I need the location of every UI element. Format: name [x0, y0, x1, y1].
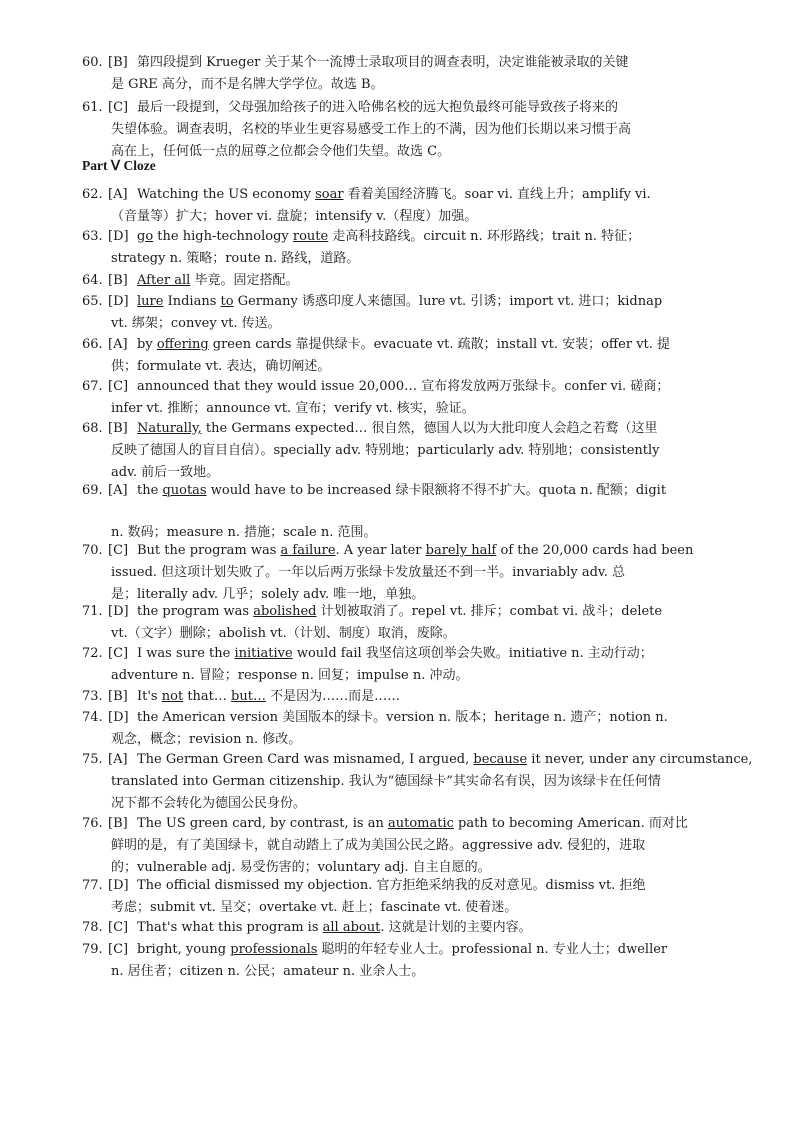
explanation-text: The German Green Card was misnamed, I argued, [137, 752, 474, 767]
explanation-text: 鲜明的是，有了美国绿卡，就自动踏上了成为美国公民之路。aggressive adv. 侵犯的，进取 [111, 838, 646, 853]
explanation-text: Indians [163, 294, 221, 309]
answer-item [82, 52, 722, 96]
explanation-text: 计划被取消了。repel vt. 排斥；combat vi. 战斗；delete [316, 604, 663, 619]
explanation-text: the high-technology [153, 229, 293, 244]
answer-choice: [D] [108, 710, 129, 725]
explanation-text: bright, young [137, 942, 231, 957]
underlined-phrase: abolished [253, 604, 317, 619]
answer-item [82, 97, 722, 163]
answer-line [82, 74, 722, 96]
answer-item [82, 270, 722, 292]
answer-item [82, 643, 722, 687]
answer-line [82, 686, 722, 708]
answer-line [82, 398, 722, 420]
explanation-text: vt.（文字）删除；abolish vt.（计划、制度）取消，废除。 [111, 626, 456, 641]
explanation-text: adventure n. 冒险；response n. 回复；impulse n. 冲动。 [111, 668, 469, 683]
explanation-text: n. 数码；measure n. 措施；scale n. 范围。 [111, 525, 377, 540]
answer-item [82, 540, 722, 606]
question-number: 74. [82, 710, 103, 725]
answer-item [82, 707, 722, 751]
answer-item [82, 226, 722, 270]
question-number: 76. [82, 816, 103, 831]
question-number: 65. [82, 294, 103, 309]
question-number: 64. [82, 273, 103, 288]
explanation-text: strategy n. 策略；route n. 路线，道路。 [111, 251, 360, 266]
answer-choice: [B] [108, 55, 128, 70]
answer-line [82, 643, 722, 665]
answer-line [82, 665, 722, 687]
answer-line [82, 875, 722, 897]
question-number: 61. [82, 100, 103, 115]
explanation-text: 况下都不会转化为德国公民身份。 [111, 796, 307, 811]
explanation-text: Watching the US economy [137, 187, 316, 202]
explanation-text: issued. 但这项计划失败了。一年以后两万张绿卡发放量还不到一半。invariably adv. 总 [111, 565, 625, 580]
explanation-text: adv. 前后一致地。 [111, 465, 220, 480]
explanation-text: n. 居住者；citizen n. 公民；amateur n. 业余人士。 [111, 964, 425, 979]
answer-choice: [C] [108, 379, 129, 394]
answer-choice: [B] [108, 421, 128, 436]
answer-line [82, 835, 722, 857]
question-number: 62. [82, 187, 103, 202]
answer-choice: [D] [108, 878, 129, 893]
answer-line [82, 562, 722, 584]
question-number: 67. [82, 379, 103, 394]
answer-line [82, 226, 722, 248]
answer-choice: [D] [108, 229, 129, 244]
answer-line [82, 97, 722, 119]
answer-item [82, 418, 722, 484]
answer-line [82, 356, 722, 378]
answer-choice: [A] [108, 483, 128, 498]
answer-line [82, 623, 722, 645]
answer-line [82, 961, 722, 983]
underlined-phrase: soar [315, 187, 344, 202]
answer-item [82, 480, 722, 544]
underlined-phrase: to [220, 294, 234, 309]
explanation-text: 聪明的年轻专业人士。professional n. 专业人士；dweller [317, 942, 668, 957]
underlined-phrase: route [292, 229, 329, 244]
answer-item [82, 749, 753, 815]
answer-item [82, 686, 722, 708]
explanation-text: the [137, 483, 163, 498]
answer-line [82, 184, 722, 206]
explanation-text: the program was [137, 604, 254, 619]
underlined-phrase: automatic [387, 816, 454, 831]
explanation-text: I was sure the [137, 646, 235, 661]
answer-item [82, 813, 722, 879]
question-number: 66. [82, 337, 103, 352]
explanation-text: 是；literally adv. 几乎；solely adv. 唯一地，单独。 [111, 587, 425, 602]
answer-item [82, 601, 722, 645]
question-number: 63. [82, 229, 103, 244]
explanation-text: That's what this program is [137, 920, 323, 935]
answer-line [82, 897, 722, 919]
answer-line [82, 540, 722, 562]
underlined-phrase: barely half [425, 543, 497, 558]
explanation-text: 观念，概念；revision n. 修改。 [111, 732, 302, 747]
question-number: 79. [82, 942, 103, 957]
answer-line [82, 707, 722, 729]
answer-item [82, 917, 722, 939]
answer-choice: [A] [108, 752, 128, 767]
explanation-text: 的；vulnerable adj. 易受伤害的；voluntary adj. 自主自愿的。 [111, 860, 491, 875]
explanation-text: 走高科技路线。circuit n. 环形路线；trait n. 特征； [328, 229, 641, 244]
explanation-text: translated into German citizenship. 我认为“德国绿卡”其实命名有误，因为该绿卡在任何情 [111, 774, 661, 789]
question-number: 72. [82, 646, 103, 661]
explanation-text: 失望体验。调查表明，名校的毕业生更容易感受工作上的不满，因为他们长期以来习惯于高 [111, 122, 632, 137]
explanation-text: would have to be increased 绿卡限额将不得不扩大。quota n. 配额；digit [206, 483, 667, 498]
answer-choice: [C] [108, 920, 129, 935]
explanation-text: the Germans expected… 很自然，德国人以为大批印度人会趋之若鹜（这里 [201, 421, 658, 436]
underlined-phrase: initiative [234, 646, 293, 661]
underlined-phrase: quotas [162, 483, 207, 498]
answer-choice: [B] [108, 689, 128, 704]
answer-line [82, 440, 722, 462]
question-number: 73. [82, 689, 103, 704]
answer-choice: [D] [108, 294, 129, 309]
explanation-text: （音量等）扩大；hover vi. 盘旋；intensify v.（程度）加强。 [111, 209, 478, 224]
answer-choice: [C] [108, 100, 129, 115]
explanation-text: 反映了德国人的盲目自信）。specially adv. 特别地；particularly adv. 特别地；consistently [111, 443, 660, 458]
explanation-text: 高在上，任何低一点的屈尊之位都会令他们失望。故选 C。 [111, 144, 451, 159]
answer-line [82, 141, 722, 163]
explanation-text: . 这就是计划的主要内容。 [380, 920, 532, 935]
answer-choice: [C] [108, 942, 129, 957]
answer-line [82, 206, 722, 228]
answer-choice: [B] [108, 816, 128, 831]
explanation-text: The official dismissed my objection. 官方拒绝采纳我的反对意见。dismiss vt. 拒绝 [137, 878, 646, 893]
explanation-text: 看着美国经济腾飞。soar vi. 直线上升；amplify vi. [343, 187, 651, 202]
explanation-text: of the 20,000 cards had been [496, 543, 694, 558]
explanation-text: 是 GRE 高分，而不是名牌大学学位。故选 B。 [111, 77, 384, 92]
answer-line [82, 313, 722, 335]
explanation-text: vt. 绑架；convey vt. 传送。 [111, 316, 281, 331]
question-number: 75. [82, 752, 103, 767]
answer-line [82, 917, 722, 939]
underlined-phrase: offering [156, 337, 209, 352]
underlined-phrase: because [473, 752, 528, 767]
answer-item [82, 939, 722, 983]
answer-choice: [C] [108, 543, 129, 558]
answer-item [82, 184, 722, 228]
answer-line [82, 52, 722, 74]
answer-line [82, 376, 722, 398]
explanation-text: 第四段提到 Krueger 关于某个一流博士录取项目的调查表明，决定谁能被录取的关键 [137, 55, 629, 70]
underlined-phrase: Naturally, [137, 421, 202, 436]
question-number: 71. [82, 604, 103, 619]
answer-choice: [D] [108, 604, 129, 619]
explanation-text: 毕竟。固定搭配。 [190, 273, 299, 288]
question-number: 70. [82, 543, 103, 558]
answer-line [82, 418, 722, 440]
underlined-phrase: all about [322, 920, 381, 935]
answer-choice: [A] [108, 337, 128, 352]
underlined-phrase: lure [137, 294, 164, 309]
answer-line [82, 291, 722, 313]
explanation-text: the American version 美国版本的绿卡。version n. 版本；heritage n. 遗产；notion n. [137, 710, 668, 725]
explanation-text: . A year later [335, 543, 426, 558]
underlined-phrase: go [137, 229, 154, 244]
explanation-text: it never, under any circumstance, [527, 752, 753, 767]
question-number: 69. [82, 483, 103, 498]
answer-line [82, 119, 722, 141]
explanation-text: 供；formulate vt. 表达，确切阐述。 [111, 359, 331, 374]
answer-item [82, 875, 722, 919]
underlined-phrase: but… [231, 689, 266, 704]
section-title: Part Ⅴ Cloze [82, 158, 156, 173]
explanation-text: But the program was [137, 543, 281, 558]
explanation-text: would fail 我坚信这项创举会失败。initiative n. 主动行动； [292, 646, 653, 661]
answer-line [82, 939, 722, 961]
answer-item [82, 291, 722, 335]
explanation-text: infer vt. 推断；announce vt. 宣布；verify vt. 核实，验证。 [111, 401, 475, 416]
explanation-text: path to becoming American. 而对比 [453, 816, 688, 831]
question-number: 60. [82, 55, 103, 70]
answer-line [82, 813, 722, 835]
answer-line [82, 480, 722, 502]
underlined-phrase: a failure [280, 543, 336, 558]
explanation-text: 不是因为……而是…… [265, 689, 401, 704]
answer-line [82, 270, 722, 292]
question-number: 77. [82, 878, 103, 893]
answer-line [82, 601, 722, 623]
explanation-text: announced that they would issue 20,000… 宣布将发放两万张绿卡。confer vi. 磋商； [137, 379, 670, 394]
explanation-text: 考虑；submit vt. 呈交；overtake vt. 赶上；fascinate vt. 使着迷。 [111, 900, 518, 915]
answer-choice: [A] [108, 187, 128, 202]
question-number: 68. [82, 421, 103, 436]
answer-line [82, 334, 722, 356]
answer-line [82, 771, 722, 793]
underlined-phrase: not [161, 689, 184, 704]
explanation-text: that… [183, 689, 232, 704]
explanation-text: Germany 诱惑印度人来德国。lure vt. 引诱；import vt. 进口；kidnap [233, 294, 663, 309]
explanation-text: by [137, 337, 157, 352]
explanation-text: 最后一段提到，父母强加给孩子的进入哈佛名校的远大抱负最终可能导致孩子将来的 [137, 100, 619, 115]
answer-line [82, 729, 722, 751]
answer-choice: [B] [108, 273, 128, 288]
underlined-phrase: professionals [230, 942, 318, 957]
explanation-text: It's [137, 689, 162, 704]
answer-item [82, 376, 722, 420]
underlined-phrase: After all [137, 273, 191, 288]
explanation-text: green cards 靠提供绿卡。evacuate vt. 疏散；install vt. 安装；offer vt. 提 [208, 337, 671, 352]
question-number: 78. [82, 920, 103, 935]
answer-item [82, 334, 722, 378]
explanation-text: The US green card, by contrast, is an [137, 816, 388, 831]
answer-line [82, 793, 722, 815]
answer-line [82, 248, 722, 270]
answer-choice: [C] [108, 646, 129, 661]
answer-line [82, 749, 753, 771]
